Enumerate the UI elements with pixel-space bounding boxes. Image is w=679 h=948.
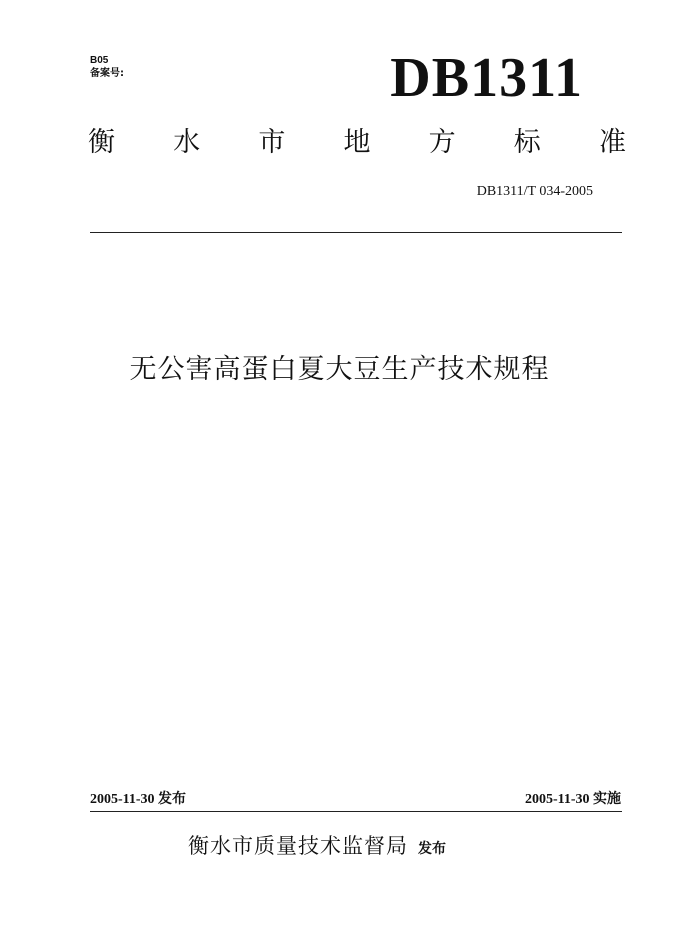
- filing-number-label: 备案号:: [90, 68, 124, 79]
- publisher-suffix: 发布: [418, 841, 446, 857]
- standard-type-char: 市: [258, 127, 286, 158]
- standard-type-char: 衡: [88, 127, 115, 158]
- document-title: 无公害高蛋白夏大豆生产技术规程: [129, 354, 550, 385]
- publisher-line: [188, 832, 446, 863]
- standard-type-char: 准: [598, 127, 626, 158]
- footer-divider: [90, 811, 622, 812]
- standard-type-char: 标: [513, 127, 541, 158]
- effective-date: 2005-11-30 实施: [524, 792, 621, 807]
- standard-type-heading: [88, 126, 626, 160]
- issue-date: 2005-11-30 发布: [90, 792, 187, 807]
- classification-code: B05: [90, 55, 109, 66]
- header-divider: [90, 232, 622, 233]
- standard-type-char: 方: [428, 127, 456, 158]
- standard-type-char: 水: [173, 127, 201, 158]
- document-number: DB1311/T 034-2005: [476, 184, 593, 199]
- publisher-name: 衡水市质量技术监督局: [188, 834, 408, 858]
- standard-code: DB1311: [390, 47, 583, 109]
- standard-type-char: 地: [343, 127, 371, 158]
